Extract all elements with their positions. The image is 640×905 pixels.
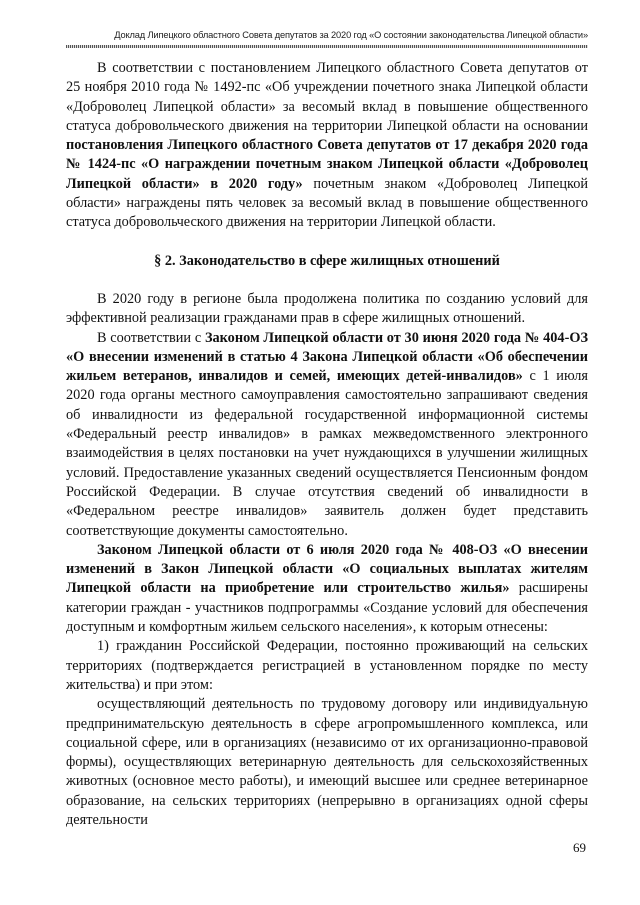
section-heading [66, 252, 588, 271]
text-run: В соответствии с постановлением Липецкого областного Совета депутатов от 25 ноября 2010 года № 1492-пс «Об учреждении почетного знака Липецкой области «Доброволец Липецкой области» за весомый вклад в повышение общественного статуса добровольческого движения на территории Липецкой области на основании [66, 60, 588, 134]
text-run: осуществляющий деятельность по трудовому договору или индивидуальную предпринимательскую деятельность в сфере агропромышленного комплекса, или социальной сфере, или в организациях (независимо от их организационно-правовой формы), осуществляющих ветеринарную деятельность для сельскохозяйственных животных (основное место работы), и имеющий высшее или среднее ветеринарное образование, на сельских территориях (непрерывно в организациях одной сферы деятельности [66, 696, 588, 828]
text-run: 1) гражданин Российской Федерации, постоянно проживающий на сельских территориях (подтверждается регистрацией в установленном порядке по месту жительства) и при этом: [66, 638, 588, 693]
text-run: В соответствии с [97, 329, 205, 346]
text-run: § 2. Законодательство в сфере жилищных отношений [154, 252, 500, 269]
bold-text-run: Законом Липецкой области от 30 июня 2020 года № 404-ОЗ «О внесении изменений в статью 4 Закона Липецкой области «Об обеспечении жильем ветеранов, инвалидов и семей, имеющих детей-инвалидов» [66, 329, 589, 385]
text-run: с 1 июля 2020 года органы местного самоуправления самостоятельно запрашивают сведения об инвалидности из федеральной государственной информационной системы «Федеральный реестр инвалидов» в рамках межведомственного электронного взаимодействия в целях постановки на учет нуждающихся в улучшении жилищных условий. Предоставление указанных сведений осуществляется Пенсионным фондом Российской Федерации. В случае отсутствия сведений об инвалидности в «Федеральном реестре инвалидов» заявитель должен будет представить соответствующие документы самостоятельно. [66, 368, 588, 539]
header-rule [66, 45, 588, 48]
text-run: почетным знаком «Доброволец Липецкой области» награждены пять человек за весомый вклад в повышение общественного статуса добровольческого движения на территории Липецкой области. [66, 175, 588, 231]
body-paragraph [66, 637, 588, 695]
text-run: В 2020 году в регионе была продолжена политика по созданию условий для эффективной реализации гражданами прав в сфере жилищных отношений. [66, 290, 588, 327]
page-number: 69 [573, 840, 586, 855]
body-paragraph [66, 329, 588, 541]
body-paragraph [66, 290, 588, 329]
bold-text-run: постановления Липецкого областного Совета депутатов от 17 декабря 2020 года № 1424-пс «О награждении почетным знаком Липецкой области «Доброволец Липецкой области» в 2020 году» [66, 137, 588, 192]
body-paragraph [66, 59, 588, 233]
page-body [66, 59, 588, 830]
body-paragraph [66, 695, 588, 830]
text-run: расширены категории граждан - участников подпрограммы «Создание условий для обеспечения доступным и комфортным жильем сельского населения», к которым отнесены: [66, 580, 589, 636]
body-paragraph [66, 541, 588, 637]
bold-text-run: Законом Липецкой области от 6 июля 2020 года № 408-ОЗ «О внесении изменений в Закон Липецкой области «О социальных выплатах жителям Липецкой области на приобретение или строительство жилья» [66, 541, 588, 597]
running-header: Доклад Липецкого областного Совета депутатов за 2020 год «О состоянии законодательства Липецкой области» [114, 30, 588, 40]
